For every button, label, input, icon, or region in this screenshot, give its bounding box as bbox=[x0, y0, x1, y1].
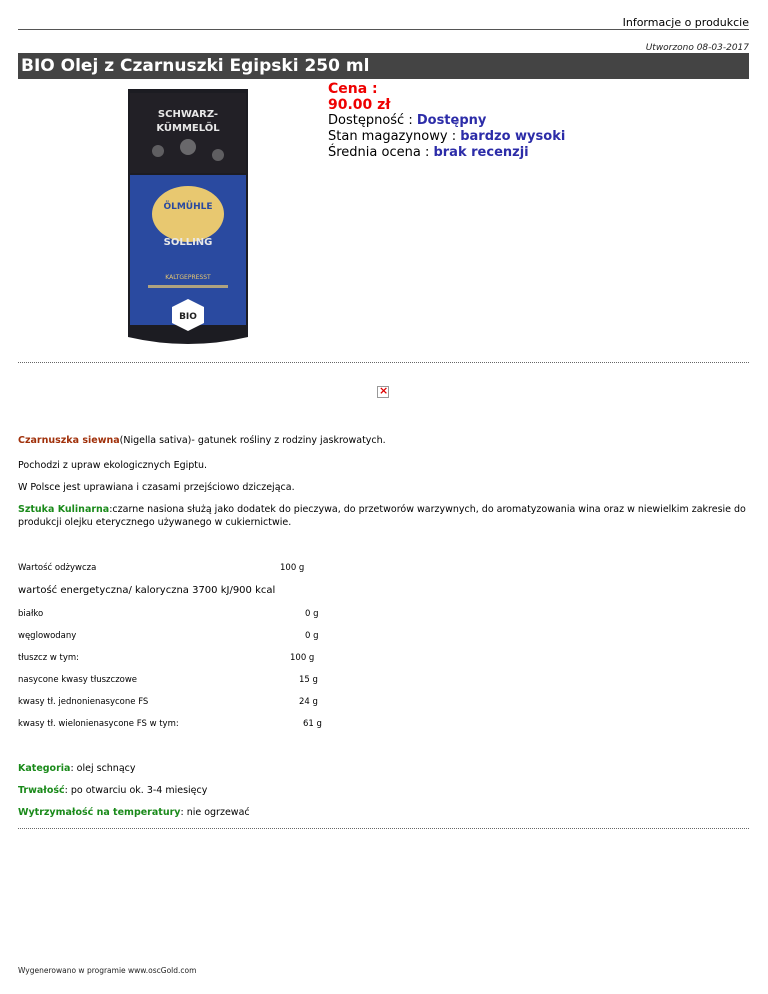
availability-label: Dostępność : bbox=[328, 113, 417, 128]
image-label-4: SOLLING bbox=[163, 237, 213, 248]
nutrition-row-label: węglowodany bbox=[18, 631, 77, 641]
stock-row bbox=[328, 129, 565, 145]
image-label-5: KALTGEPRESST bbox=[165, 274, 211, 281]
nutrition-row-label: nasycone kwasy tłuszczowe bbox=[18, 675, 138, 685]
broken-image-icon: × bbox=[379, 384, 389, 397]
culinary-label: Sztuka Kulinarna bbox=[18, 504, 110, 515]
nutrition-row-value: 24 g bbox=[299, 697, 318, 707]
origin-paragraph: Pochodzi z upraw ekologicznych Egiptu. bbox=[18, 460, 208, 471]
rating-row bbox=[328, 145, 565, 161]
plant-name: Czarnuszka siewna bbox=[18, 435, 120, 446]
category-label: Kategoria bbox=[18, 763, 71, 774]
image-label-3: ÖLMÜHLE bbox=[163, 202, 213, 212]
nutrition-row-value: 100 g bbox=[290, 653, 315, 663]
rating-value: brak recenzji bbox=[433, 145, 529, 160]
document-title: Informacje o produkcie bbox=[622, 16, 749, 29]
image-label-2: KÜMMELÖL bbox=[156, 123, 220, 134]
nutrition-row-value: 0 g bbox=[305, 631, 319, 641]
nutrition-header-label: Wartość odżywcza bbox=[18, 563, 97, 573]
nutrition-row-value: 61 g bbox=[303, 719, 322, 729]
nutrition-row-label: tłuszcz w tym: bbox=[18, 653, 80, 663]
stock-value: bardzo wysoki bbox=[460, 129, 566, 144]
shelf-life-row bbox=[18, 784, 749, 797]
nutrition-row-value: 15 g bbox=[299, 675, 318, 685]
image-label-1: SCHWARZ- bbox=[157, 109, 219, 120]
category-value: : olej schnący bbox=[70, 763, 136, 774]
header-divider bbox=[18, 29, 749, 30]
product-image bbox=[118, 89, 258, 347]
availability-value: Dostępny bbox=[416, 113, 487, 128]
energy-value: wartość energetyczna/ kaloryczna 3700 kJ/900 kcal bbox=[18, 585, 276, 596]
nutrition-row-label: kwasy tł. jednonienasycone FS bbox=[18, 697, 149, 707]
culinary-text: :czarne nasiona służą jako dodatek do pieczywa, do przetworów warzywnych, do aromatyzowania wina oraz w niewielkim zakresie do produkcji olejku eterycznego używanego w cukiernictwie. bbox=[18, 504, 746, 528]
temperature-label: Wytrzymałość na temperatury bbox=[18, 807, 181, 818]
image-label-6: BIO bbox=[179, 312, 197, 322]
stock-label: Stan magazynowy : bbox=[328, 129, 461, 144]
product-title: BIO Olej z Czarnuszki Egipski 250 ml bbox=[18, 53, 749, 79]
price-label: Cena : bbox=[328, 81, 378, 97]
nutrition-header-value: 100 g bbox=[280, 563, 305, 573]
description-paragraph bbox=[18, 434, 749, 447]
temperature-value: : nie ogrzewać bbox=[180, 807, 250, 818]
culinary-paragraph bbox=[18, 503, 749, 529]
cultivation-paragraph: W Polsce jest uprawiana i czasami przejściowo dziczejąca. bbox=[18, 482, 295, 493]
nutrition-row-label: białko bbox=[18, 609, 44, 619]
shelf-life-label: Trwałość bbox=[18, 785, 65, 796]
shelf-life-value: : po otwarciu ok. 3-4 miesięcy bbox=[64, 785, 208, 796]
nutrition-row-value: 0 g bbox=[305, 609, 319, 619]
availability-row bbox=[328, 113, 565, 129]
plant-description: (Nigella sativa)- gatunek rośliny z rodziny jaskrowatych. bbox=[119, 435, 386, 446]
category-row bbox=[18, 762, 749, 775]
created-date: Utworzono 08-03-2017 bbox=[645, 43, 749, 53]
price-value: 90.00 zł bbox=[328, 97, 391, 113]
rating-label: Średnia ocena : bbox=[328, 145, 434, 160]
nutrition-row-label: kwasy tł. wielonienasycone FS w tym: bbox=[18, 719, 179, 729]
footer-text: Wygenerowano w programie www.oscGold.com bbox=[18, 966, 197, 975]
section-divider bbox=[18, 828, 749, 829]
product-info bbox=[328, 81, 565, 161]
section-divider bbox=[18, 362, 749, 363]
temperature-row bbox=[18, 806, 749, 819]
